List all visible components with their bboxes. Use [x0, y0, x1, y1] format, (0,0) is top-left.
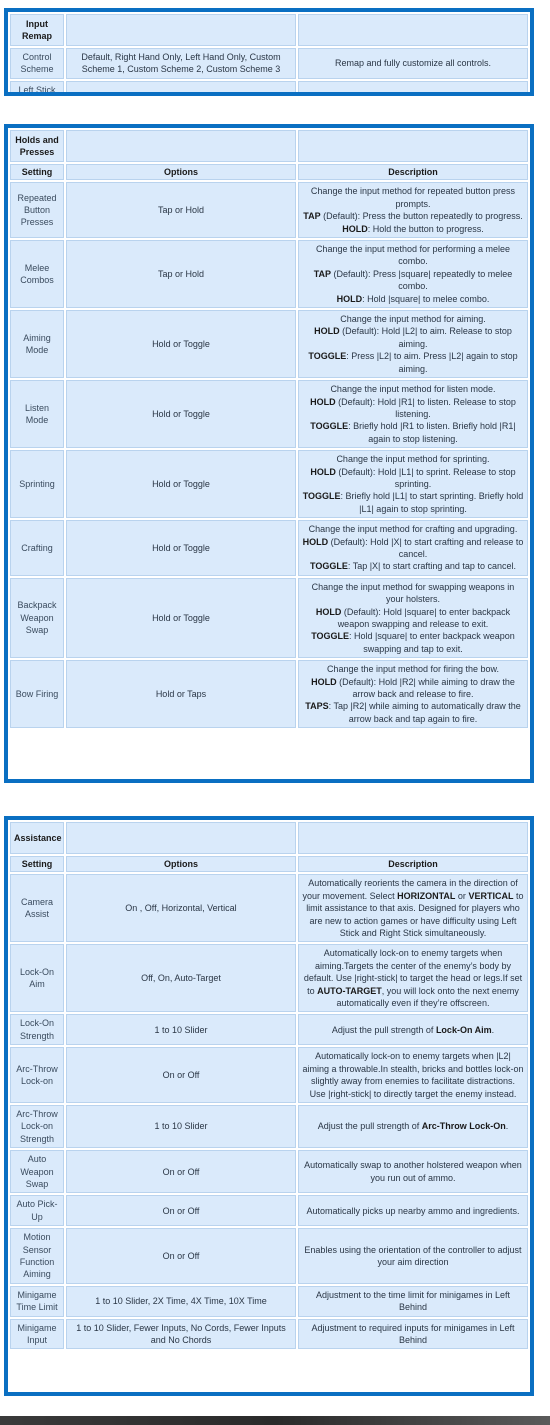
description-line: Remap and fully customize all controls. [334, 58, 492, 69]
description-line: HOLD: Hold the button to progress. [342, 223, 484, 234]
bottom-image-strip [0, 1416, 550, 1425]
table-row [10, 310, 528, 378]
description-cell [298, 578, 528, 658]
description-line: TAP (Default): Press the button repeatedly to progress. [303, 211, 523, 222]
setting-header: Setting [10, 856, 64, 872]
description-line: Adjust the pull strength of Lock-On Aim. [331, 1024, 495, 1035]
table-row [10, 1228, 528, 1284]
description-cell [298, 1286, 528, 1317]
options-cell [66, 81, 296, 96]
column-header-row [10, 164, 528, 180]
holds-and-presses-panel [4, 124, 534, 783]
description-line: Automatically lock-on to enemy targets when |L2| aiming a throwable.In stealth, bricks and bottles lock-on slightly away from enemies to facilitate distractions. Use |right-stick| to directly target the enemy instead. [302, 1051, 524, 1099]
description-line: HOLD (Default): Hold |L2| to aim. Release to stop aiming. [314, 326, 512, 349]
description-header: Description [298, 856, 528, 872]
table-row [10, 81, 528, 96]
description-cell [298, 1047, 528, 1103]
options-cell: On or Off [66, 1228, 296, 1284]
options-cell: On or Off [66, 1150, 296, 1193]
description-cell [298, 48, 528, 79]
description-cell [298, 380, 528, 448]
table-row [10, 240, 528, 308]
setting-cell: Listen Mode [10, 380, 64, 448]
options-cell: Hold or Toggle [66, 450, 296, 518]
options-cell: On or Off [66, 1047, 296, 1103]
table-row [10, 1014, 528, 1045]
section-title: Input Remap [10, 14, 64, 46]
input-remap-panel [4, 8, 534, 96]
description-line: TOGGLE: Tap |X| to start crafting and tap to cancel. [310, 561, 516, 572]
description-line: Automatically reorients the camera in the direction of your movement. Select HORIZONTAL or VERTICAL to limit assistance to that axis. Designed for players who are new to action games or have difficulty using Left Stick and Right Stick simultaneously. [302, 878, 524, 939]
description-line: Change the input method for crafting and upgrading. [308, 524, 518, 535]
options-cell: 1 to 10 Slider [66, 1014, 296, 1045]
setting-cell: Left Stick [10, 81, 64, 96]
description-line: HOLD: Hold |square| to melee combo. [336, 293, 490, 304]
setting-cell: Melee Combos [10, 240, 64, 308]
table-row [10, 1195, 528, 1226]
input-remap-table [8, 12, 530, 96]
section-title-row [10, 130, 528, 162]
options-cell: Hold or Toggle [66, 578, 296, 658]
description-line: HOLD (Default): Hold |L1| to sprint. Release to stop sprinting. [310, 466, 516, 489]
column-header-row [10, 856, 528, 872]
description-line: Change the input method for listen mode. [330, 384, 496, 395]
setting-cell: Lock-On Aim [10, 944, 64, 1012]
table-row [10, 874, 528, 942]
description-line: Adjustment to the time limit for minigames in Left Behind [315, 1289, 511, 1313]
description-cell [298, 310, 528, 378]
description-line: TAPS: Tap |R2| while aiming to automatically draw the arrow back and tap again to fire. [305, 701, 521, 724]
description-line: TOGGLE: Briefly hold |L1| to start sprinting. Briefly hold |L1| again to stop sprinting. [302, 491, 524, 514]
setting-cell: Auto Weapon Swap [10, 1150, 64, 1193]
table-row [10, 182, 528, 238]
table-row [10, 520, 528, 576]
setting-cell: Minigame Time Limit [10, 1286, 64, 1317]
description-cell [298, 660, 528, 728]
description-line: HOLD (Default): Hold |square| to enter backpack weapon swapping and release to exit. [315, 606, 511, 629]
table-row [10, 1047, 528, 1103]
description-line: Change the input method for repeated button press prompts. [310, 186, 516, 209]
options-cell: Tap or Hold [66, 182, 296, 238]
setting-cell: Arc-Throw Lock-on Strength [10, 1105, 64, 1148]
options-cell: 1 to 10 Slider [66, 1105, 296, 1148]
description-line: TAP (Default): Press |square| repeatedly to melee combo. [313, 268, 513, 292]
options-header: Options [66, 856, 296, 872]
setting-cell: Control Scheme [10, 48, 64, 79]
section-title-row [10, 822, 528, 854]
description-line: Automatically swap to another holstered weapon when you run out of ammo. [304, 1160, 522, 1183]
options-cell: Tap or Hold [66, 240, 296, 308]
setting-cell: Arc-Throw Lock-on [10, 1047, 64, 1103]
options-cell: Off, On, Auto-Target [66, 944, 296, 1012]
table-row [10, 48, 528, 79]
description-cell [298, 874, 528, 942]
assistance-table [8, 820, 530, 1351]
setting-cell: Bow Firing [10, 660, 64, 728]
section-title: Assistance [10, 822, 64, 854]
options-header: Options [66, 164, 296, 180]
table-row [10, 380, 528, 448]
setting-cell: Backpack Weapon Swap [10, 578, 64, 658]
options-cell: Hold or Toggle [66, 520, 296, 576]
description-line: Change the input method for performing a melee combo. [315, 244, 511, 267]
description-line: Enables using the orientation of the controller to adjust your aim direction [304, 1244, 522, 1267]
setting-cell: Sprinting [10, 450, 64, 518]
options-cell: On or Off [66, 1195, 296, 1226]
options-cell: Hold or Taps [66, 660, 296, 728]
table-row [10, 1319, 528, 1350]
table-row [10, 944, 528, 1012]
options-cell: Hold or Toggle [66, 380, 296, 448]
section-title: Holds and Presses [10, 130, 64, 162]
table-row [10, 1150, 528, 1193]
description-line: Change the input method for firing the bow. [326, 664, 500, 675]
description-line: TOGGLE: Hold |square| to enter backpack weapon swapping and tap to exit. [311, 631, 515, 654]
table-row [10, 660, 528, 728]
options-cell: 1 to 10 Slider, Fewer Inputs, No Cords, Fewer Inputs and No Chords [66, 1319, 296, 1350]
table-row [10, 1286, 528, 1317]
description-line: Change the input method for swapping weapons in your holsters. [311, 581, 515, 605]
description-cell [298, 1105, 528, 1148]
description-cell [298, 1228, 528, 1284]
setting-cell: Crafting [10, 520, 64, 576]
table-row [10, 578, 528, 658]
settings-body [10, 48, 528, 96]
setting-cell: Minigame Input [10, 1319, 64, 1350]
description-line: HOLD (Default): Hold |R2| while aiming to draw the arrow back and release to fire. [311, 676, 515, 700]
holds-and-presses-table [8, 128, 530, 730]
setting-cell: Auto Pick-Up [10, 1195, 64, 1226]
description-line: Automatically lock-on to enemy targets when aiming.Targets the center of the enemy’s body by default. Use |right-stick| to target the head or legs.If set to AUTO-TARGET, you will lock onto the next enemy automatically even if they’re offscreen. [303, 948, 523, 1009]
description-line: TOGGLE: Briefly hold |R1 to listen. Briefly hold |R1| again to stop listening. [310, 421, 516, 444]
setting-cell: Lock-On Strength [10, 1014, 64, 1045]
setting-cell: Aiming Mode [10, 310, 64, 378]
description-header: Description [298, 164, 528, 180]
settings-body [10, 182, 528, 728]
description-line: Automatically picks up nearby ammo and ingredients. [306, 1205, 520, 1216]
section-title-row [10, 14, 528, 46]
table-row [10, 1105, 528, 1148]
settings-body [10, 874, 528, 1349]
description-line: Change the input method for sprinting. [336, 454, 490, 465]
options-cell: Default, Right Hand Only, Left Hand Only, Custom Scheme 1, Custom Scheme 2, Custom Scheme 3 [66, 48, 296, 79]
description-cell [298, 182, 528, 238]
description-cell [298, 1195, 528, 1226]
description-line: Adjustment to required inputs for minigames in Left Behind [311, 1322, 515, 1345]
description-cell [298, 520, 528, 576]
description-line: Adjust the pull strength of Arc-Throw Lock-On. [317, 1121, 509, 1132]
description-line: HOLD (Default): Hold |X| to start crafting and release to cancel. [302, 536, 524, 559]
description-cell [298, 450, 528, 518]
options-cell: On , Off, Horizontal, Vertical [66, 874, 296, 942]
description-cell [298, 1319, 528, 1350]
options-cell: 1 to 10 Slider, 2X Time, 4X Time, 10X Time [66, 1286, 296, 1317]
setting-cell: Repeated Button Presses [10, 182, 64, 238]
description-cell [298, 1150, 528, 1193]
setting-cell: Motion Sensor Function Aiming [10, 1228, 64, 1284]
description-cell [298, 1014, 528, 1045]
options-cell: Hold or Toggle [66, 310, 296, 378]
assistance-panel [4, 816, 534, 1396]
description-line: HOLD (Default): Hold |R1| to listen. Release to stop listening. [310, 396, 516, 419]
description-line: TOGGLE: Press |L2| to aim. Press |L2| again to stop aiming. [308, 351, 518, 374]
description-line: Change the input method for aiming. [340, 314, 486, 325]
setting-cell: Camera Assist [10, 874, 64, 942]
table-row [10, 450, 528, 518]
setting-header: Setting [10, 164, 64, 180]
description-cell [298, 944, 528, 1012]
description-cell [298, 81, 528, 96]
description-cell [298, 240, 528, 308]
